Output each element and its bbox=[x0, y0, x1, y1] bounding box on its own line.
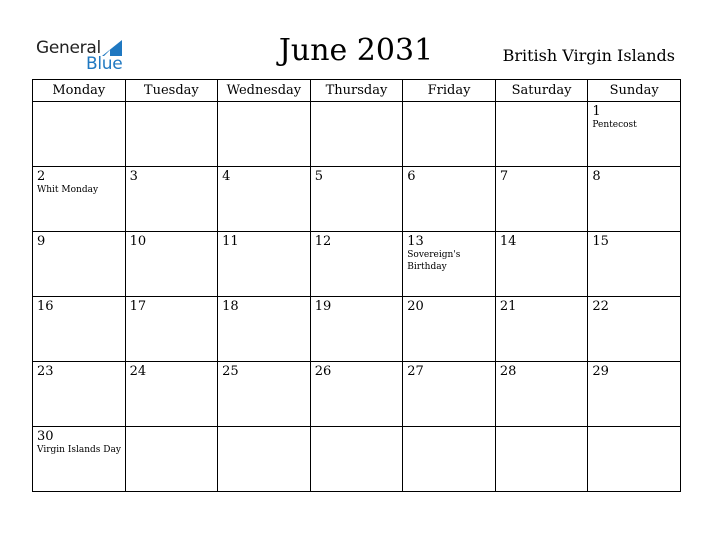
day-cell bbox=[403, 297, 496, 362]
day-number bbox=[403, 427, 495, 430]
day-number: 7 bbox=[499, 169, 509, 184]
day-number bbox=[496, 427, 588, 430]
holiday-label: Sovereign's Birthday bbox=[407, 250, 461, 272]
week-row bbox=[33, 102, 681, 167]
weekday-header: Monday bbox=[33, 80, 126, 102]
day-cell bbox=[495, 232, 588, 297]
day-cell bbox=[33, 232, 126, 297]
day-number: 8 bbox=[592, 169, 601, 184]
day-cell bbox=[403, 167, 496, 232]
day-cell bbox=[33, 427, 126, 492]
day-cell bbox=[218, 102, 311, 167]
calendar-grid bbox=[32, 79, 681, 492]
day-number: 17 bbox=[129, 299, 147, 314]
day-cell bbox=[403, 232, 496, 297]
day-cell bbox=[588, 362, 681, 427]
day-cell bbox=[588, 102, 681, 167]
day-number: 3 bbox=[129, 169, 138, 184]
day-cell bbox=[125, 362, 218, 427]
day-cell bbox=[125, 102, 218, 167]
day-number: 28 bbox=[499, 364, 517, 379]
day-cell bbox=[33, 362, 126, 427]
day-number: 29 bbox=[592, 364, 609, 379]
day-number bbox=[588, 427, 680, 430]
day-number bbox=[33, 102, 125, 105]
week-row bbox=[33, 427, 681, 492]
day-number: 9 bbox=[37, 234, 46, 249]
week-row bbox=[33, 362, 681, 427]
day-number: 16 bbox=[37, 299, 54, 314]
day-cell bbox=[588, 427, 681, 492]
holiday-label: Virgin Islands Day bbox=[37, 445, 121, 455]
day-number: 21 bbox=[499, 299, 517, 314]
week-row bbox=[33, 167, 681, 232]
holiday-label: Pentecost bbox=[592, 120, 637, 130]
week-row bbox=[33, 297, 681, 362]
day-cell bbox=[33, 297, 126, 362]
day-number: 11 bbox=[222, 234, 239, 249]
day-number: 19 bbox=[314, 299, 332, 314]
day-number: 18 bbox=[222, 299, 239, 314]
day-number: 20 bbox=[407, 299, 424, 314]
day-number bbox=[311, 102, 403, 105]
weekday-header: Tuesday bbox=[125, 80, 218, 102]
week-row bbox=[33, 232, 681, 297]
day-number: 15 bbox=[592, 234, 609, 249]
weekday-header: Friday bbox=[403, 80, 496, 102]
day-number: 23 bbox=[37, 364, 54, 379]
logo-word-blue: Blue bbox=[86, 54, 123, 74]
day-number: 4 bbox=[222, 169, 231, 184]
day-number bbox=[496, 102, 588, 105]
day-cell bbox=[310, 232, 403, 297]
day-cell bbox=[33, 167, 126, 232]
day-number: 5 bbox=[314, 169, 323, 184]
day-number bbox=[218, 427, 310, 430]
day-cell bbox=[310, 167, 403, 232]
day-number bbox=[126, 427, 218, 430]
holiday-label: Whit Monday bbox=[37, 185, 99, 195]
day-cell bbox=[218, 297, 311, 362]
day-number bbox=[218, 102, 310, 105]
day-number: 26 bbox=[314, 364, 332, 379]
day-cell bbox=[495, 427, 588, 492]
day-number: 30 bbox=[37, 429, 54, 444]
day-cell bbox=[310, 297, 403, 362]
calendar-body bbox=[33, 102, 681, 492]
day-cell bbox=[495, 297, 588, 362]
day-cell bbox=[403, 427, 496, 492]
day-number: 24 bbox=[129, 364, 147, 379]
day-cell bbox=[495, 102, 588, 167]
day-number: 12 bbox=[314, 234, 332, 249]
day-cell bbox=[495, 167, 588, 232]
day-cell bbox=[588, 232, 681, 297]
day-number bbox=[126, 102, 218, 105]
day-number: 25 bbox=[222, 364, 239, 379]
day-number: 10 bbox=[129, 234, 147, 249]
day-cell bbox=[403, 362, 496, 427]
day-cell bbox=[310, 102, 403, 167]
day-cell bbox=[218, 232, 311, 297]
day-cell bbox=[495, 362, 588, 427]
day-number: 1 bbox=[592, 104, 601, 119]
day-number: 27 bbox=[407, 364, 424, 379]
day-cell bbox=[403, 102, 496, 167]
day-number: 6 bbox=[407, 169, 416, 184]
day-cell bbox=[218, 167, 311, 232]
day-cell bbox=[125, 167, 218, 232]
weekday-header: Thursday bbox=[310, 80, 403, 102]
weekday-header: Sunday bbox=[588, 80, 681, 102]
weekday-header-row bbox=[33, 80, 681, 102]
day-cell bbox=[310, 427, 403, 492]
day-cell bbox=[125, 427, 218, 492]
day-number: 22 bbox=[592, 299, 609, 314]
weekday-header: Saturday bbox=[495, 80, 588, 102]
day-number bbox=[311, 427, 403, 430]
day-cell bbox=[588, 167, 681, 232]
day-cell bbox=[125, 297, 218, 362]
day-number: 2 bbox=[37, 169, 46, 184]
day-cell bbox=[218, 362, 311, 427]
calendar-title: June 2031 bbox=[278, 33, 434, 68]
day-number bbox=[403, 102, 495, 105]
day-number: 14 bbox=[499, 234, 517, 249]
day-cell bbox=[218, 427, 311, 492]
day-number: 13 bbox=[407, 234, 424, 249]
weekday-header: Wednesday bbox=[218, 80, 311, 102]
day-cell bbox=[588, 297, 681, 362]
day-cell bbox=[33, 102, 126, 167]
logo-word-general: General bbox=[36, 38, 101, 58]
day-cell bbox=[310, 362, 403, 427]
day-cell bbox=[125, 232, 218, 297]
region-name: British Virgin Islands bbox=[502, 46, 675, 65]
